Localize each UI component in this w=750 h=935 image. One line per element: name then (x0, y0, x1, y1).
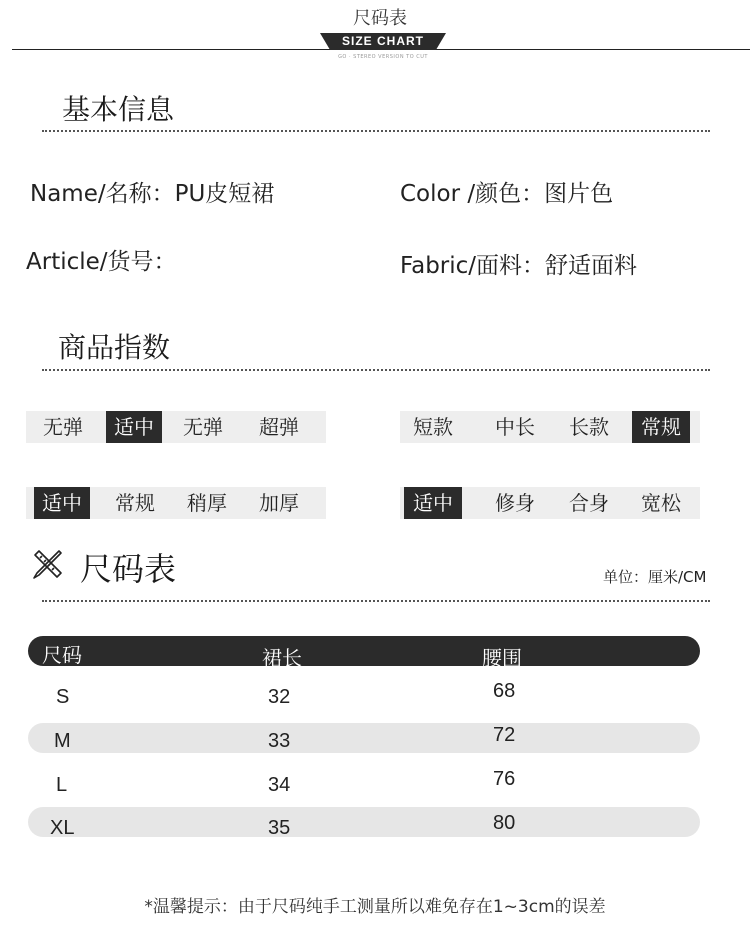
index-option: 宽松 (641, 491, 681, 515)
index-option: 常规 (115, 491, 155, 515)
index-option: 超弹 (259, 415, 299, 439)
table-cell-size: L (56, 774, 68, 796)
basic-info-divider (42, 130, 710, 132)
product-fabric: Fabric/面料：舒适面料 (400, 253, 638, 279)
product-index-divider (42, 369, 710, 371)
product-index-title: 商品指数 (58, 331, 171, 364)
index-option-selected: 常规 (632, 411, 690, 443)
index-strip-thickness (26, 487, 326, 519)
table-cell-size: XL (50, 817, 75, 839)
header-size: 尺码 (42, 643, 82, 667)
index-option: 中长 (495, 415, 535, 439)
size-chart-title: 尺码表 (80, 550, 177, 588)
table-cell-length: 34 (268, 774, 291, 796)
ruler-pencil-icon (31, 547, 65, 581)
unit-label: 单位：厘米/CM (603, 568, 707, 586)
table-cell-length: 32 (268, 686, 291, 708)
table-cell-waist: 80 (493, 812, 516, 834)
table-cell-waist: 68 (493, 680, 516, 702)
size-table-header (28, 636, 700, 670)
index-option: 短款 (413, 415, 453, 439)
table-cell-size: S (56, 686, 70, 708)
table-row-bg (28, 723, 700, 753)
index-option: 加厚 (259, 491, 299, 515)
table-cell-waist: 72 (493, 724, 516, 746)
table-cell-waist: 76 (493, 768, 516, 790)
product-name: Name/名称：PU皮短裙 (30, 181, 275, 207)
index-option-selected: 适中 (106, 411, 162, 443)
basic-info-title: 基本信息 (62, 93, 175, 126)
product-article: Article/货号： (26, 249, 177, 275)
index-option: 无弹 (183, 415, 223, 439)
header-skirt-length: 裙长 (262, 646, 302, 670)
banner-subtext: GO · STEREO VERSION TO CUT (338, 54, 428, 60)
index-option: 修身 (495, 491, 535, 515)
index-strip-fit (400, 487, 700, 519)
index-option: 长款 (569, 415, 609, 439)
header-waist: 腰围 (482, 646, 522, 670)
table-cell-size: M (54, 730, 71, 752)
index-option: 稍厚 (187, 491, 227, 515)
table-row-bg (28, 807, 700, 837)
size-chart-banner-text: SIZE CHART (342, 34, 424, 48)
size-chart-divider (42, 600, 710, 602)
page-title: 尺码表 (353, 8, 407, 29)
index-option: 合身 (569, 491, 609, 515)
table-cell-length: 35 (268, 817, 291, 839)
table-cell-length: 33 (268, 730, 291, 752)
index-strip-elasticity (26, 411, 326, 443)
index-option-selected: 适中 (404, 487, 462, 519)
index-option-selected: 适中 (34, 487, 90, 519)
product-color: Color /颜色：图片色 (400, 181, 614, 207)
footer-note: *温馨提示：由于尺码纯手工测量所以难免存在1~3cm的误差 (144, 897, 606, 917)
index-option: 无弹 (43, 415, 83, 439)
index-strip-length (400, 411, 700, 443)
